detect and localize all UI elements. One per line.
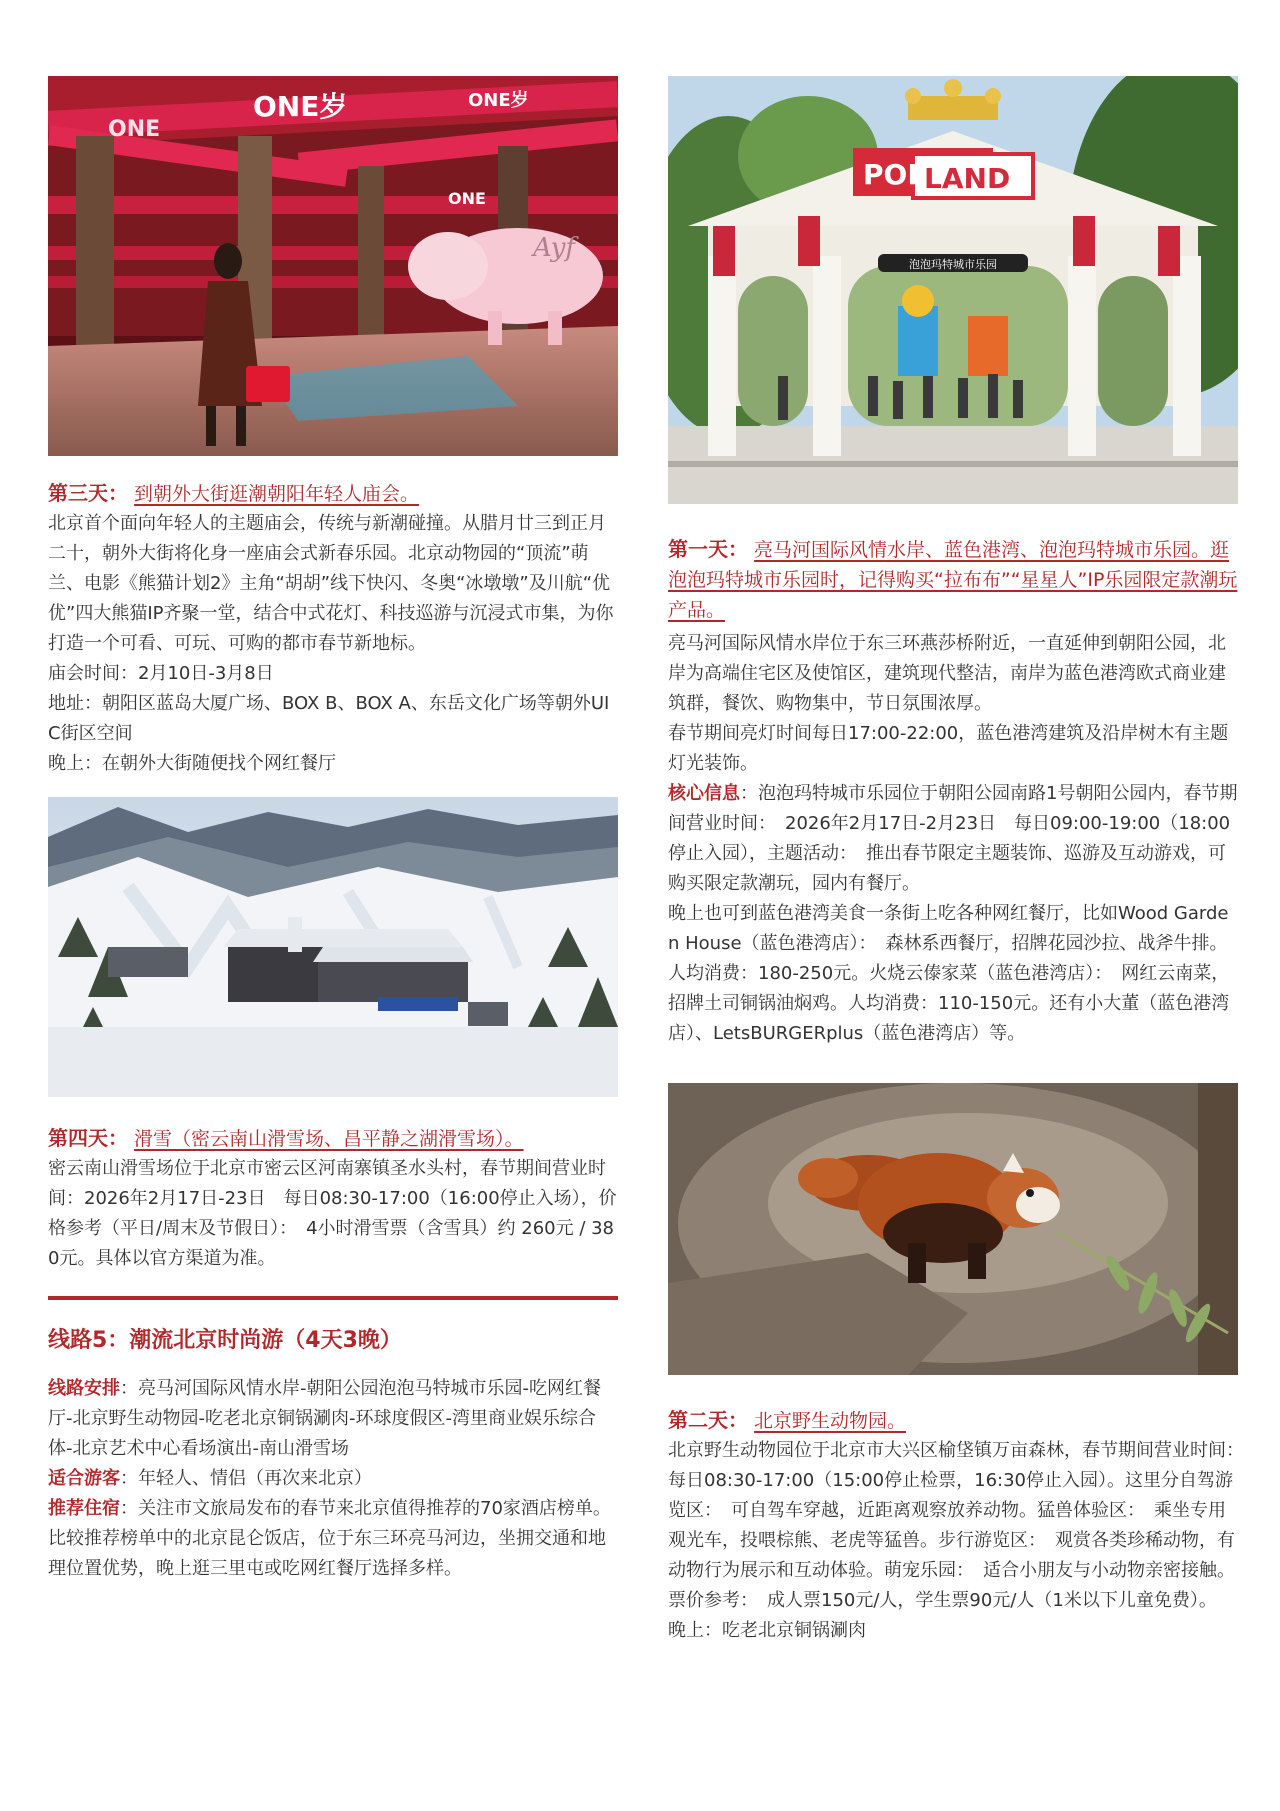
popland-sign-pop: POP	[863, 158, 928, 191]
popland-gate-illustration	[668, 76, 1238, 504]
sign-text: ONE岁	[468, 90, 529, 111]
sign-text: ONE	[108, 117, 161, 142]
popland-small-sign: 泡泡玛特城市乐园	[909, 258, 997, 271]
day1-core-label: 核心信息	[668, 783, 740, 804]
day4-heading	[48, 1123, 618, 1154]
sculpture-logo-text: Ayf	[533, 233, 576, 263]
route5-title: 线路5：潮流北京时尚游（4天3晚）	[48, 1328, 402, 1353]
left-column	[48, 76, 618, 1584]
temple-fair-illustration	[48, 76, 618, 456]
day4-description: 密云南山滑雪场位于北京市密云区河南寨镇圣水头村，春节期间营业时间：2026年2月17日-23日 每日08:30-17:00（16:00停止入场），价格参考（平日/周末及节假日）： 4小时滑雪票（含雪具）约 260元 / 380元。具体以官方渠道为准。	[48, 1158, 617, 1269]
day3-description: 北京首个面向年轻人的主题庙会，传统与新潮碰撞。从腊月廿三到正月二十，朝外大街将化身一座庙会式新春乐园。北京动物园的“顶流”萌兰、电影《熊猫计划2》主角“胡胡”线下快闪、冬奥“冰墩墩”及川航“优优”四大熊猫IP齐聚一堂，结合中式花灯、科技巡游与沉浸式市集，为你打造一个可看、可玩、可购的都市春节新地标。	[48, 513, 614, 654]
day3-section	[48, 478, 618, 779]
day2-ticket: 票价参考： 成人票150元/人，学生票90元/人（1米以下儿童免费）。	[668, 1590, 1217, 1611]
day3-title: 到朝外大街逛潮朝阳年轻人庙会。	[134, 483, 420, 505]
day1-section	[668, 534, 1238, 1049]
day3-address: 地址：朝阳区蓝岛大厦广场、BOX B、BOX A、东岳文化广场等朝外UIC街区空间	[48, 693, 610, 744]
route5-audience	[48, 1464, 618, 1494]
day2-title: 北京野生动物园。	[754, 1410, 907, 1432]
route5-arrangement-label: 线路安排	[48, 1378, 120, 1399]
day1-title: 亮马河国际风情水岸、蓝色港湾、泡泡玛特城市乐园。逛泡泡玛特城市乐园时，记得购买“拉布布”“星星人”IP乐园限定款潮玩产品。	[668, 539, 1238, 621]
day4-title: 滑雪（密云南山滑雪场、昌平静之湖滑雪场）。	[134, 1128, 524, 1150]
temple-fair-photo	[48, 76, 618, 456]
sign-text: ONE	[448, 189, 486, 208]
popland-sign-land: LAND	[924, 162, 1011, 195]
day2-label: 第二天：	[668, 1408, 748, 1432]
day1-heading	[668, 534, 1238, 625]
route5-audience-text: ：年轻人、情侣（再次来北京）	[120, 1468, 372, 1489]
popland-gate-photo	[668, 76, 1238, 504]
route5-hotel	[48, 1494, 618, 1584]
ski-resort-illustration	[48, 797, 618, 1097]
day3-evening: 晚上：在朝外大街随便找个网红餐厅	[48, 753, 336, 774]
day2-description: 北京野生动物园位于北京市大兴区榆垡镇万亩森林，春节期间营业时间： 每日08:30-17:00（15:00停止检票，16:30停止入园）。这里分自驾游览区： 可自驾车穿越，近距离观察放养动物。猛兽体验区： 乘坐专用观光车，投喂棕熊、老虎等猛兽。步行游览区： 观赏各类珍稀动物，有动物行为展示和互动体验。萌宠乐园： 适合小朋友与小动物亲密接触。	[668, 1440, 1253, 1581]
day2-section	[668, 1405, 1253, 1646]
day1-lighting: 春节期间亮灯时间每日17:00-22:00，蓝色港湾建筑及沿岸树木有主题灯光装饰。	[668, 723, 1229, 774]
route5-arrangement-text: ：亮马河国际风情水岸-朝阳公园泡泡马特城市乐园-吃网红餐厅-北京野生动物园-吃老北京铜锅涮肉-环球度假区-湾里商业娱乐综合体-北京艺术中心看场演出-南山滑雪场	[48, 1378, 601, 1459]
day1-description: 亮马河国际风情水岸位于东三环燕莎桥附近，一直延伸到朝阳公园，北岸为高端住宅区及使馆区，建筑现代整洁，南岸为蓝色港湾欧式商业建筑群，餐饮、购物集中，节日氛围浓厚。	[668, 633, 1226, 714]
day3-heading	[48, 478, 618, 509]
day4-label: 第四天：	[48, 1126, 128, 1150]
day2-heading	[668, 1405, 1238, 1436]
day2-evening: 晚上：吃老北京铜锅涮肉	[668, 1620, 866, 1641]
red-panda-photo	[668, 1083, 1238, 1375]
route5-section	[48, 1326, 618, 1584]
day3-label: 第三天：	[48, 481, 128, 505]
route5-arrangement	[48, 1374, 618, 1464]
route5-hotel-text: ：关注市文旅局发布的春节来北京值得推荐的70家酒店榜单。比较推荐榜单中的北京昆仑饭店，位于东三环亮马河边，坐拥交通和地理位置优势，晚上逛三里屯或吃网红餐厅选择多样。	[48, 1498, 611, 1579]
day3-fair-time: 庙会时间：2月10日-3月8日	[48, 663, 274, 684]
day1-core-info	[668, 779, 1238, 899]
day4-section	[48, 1123, 618, 1274]
right-column	[668, 76, 1253, 1646]
sign-text: ONE岁	[253, 90, 348, 123]
day1-evening: 晚上也可到蓝色港湾美食一条街上吃各种网红餐厅，比如Wood Garden House（蓝色港湾店）： 森林系西餐厅，招牌花园沙拉、战斧牛排。人均消费：180-250元。火烧云傣家菜（蓝色港湾店）： 网红云南菜，招牌土司铜锅油焖鸡。人均消费：110-150元。还有小大董（蓝色港湾店）、LetsBURGERplus（蓝色港湾店）等。	[668, 903, 1230, 1044]
day1-core-text: ：泡泡玛特城市乐园位于朝阳公园南路1号朝阳公园内，春节期间营业时间： 2026年2月17日-2月23日 每日09:00-19:00（18:00停止入园），主题活动： 推出春节限定主题装饰、巡游及互动游戏，可购买限定款潮玩，园内有餐厅。	[668, 783, 1238, 894]
route5-hotel-label: 推荐住宿	[48, 1498, 120, 1519]
day1-label: 第一天：	[668, 537, 748, 561]
red-panda-illustration	[668, 1083, 1238, 1375]
section-divider	[48, 1296, 618, 1300]
route5-audience-label: 适合游客	[48, 1468, 120, 1489]
ski-resort-photo	[48, 797, 618, 1097]
